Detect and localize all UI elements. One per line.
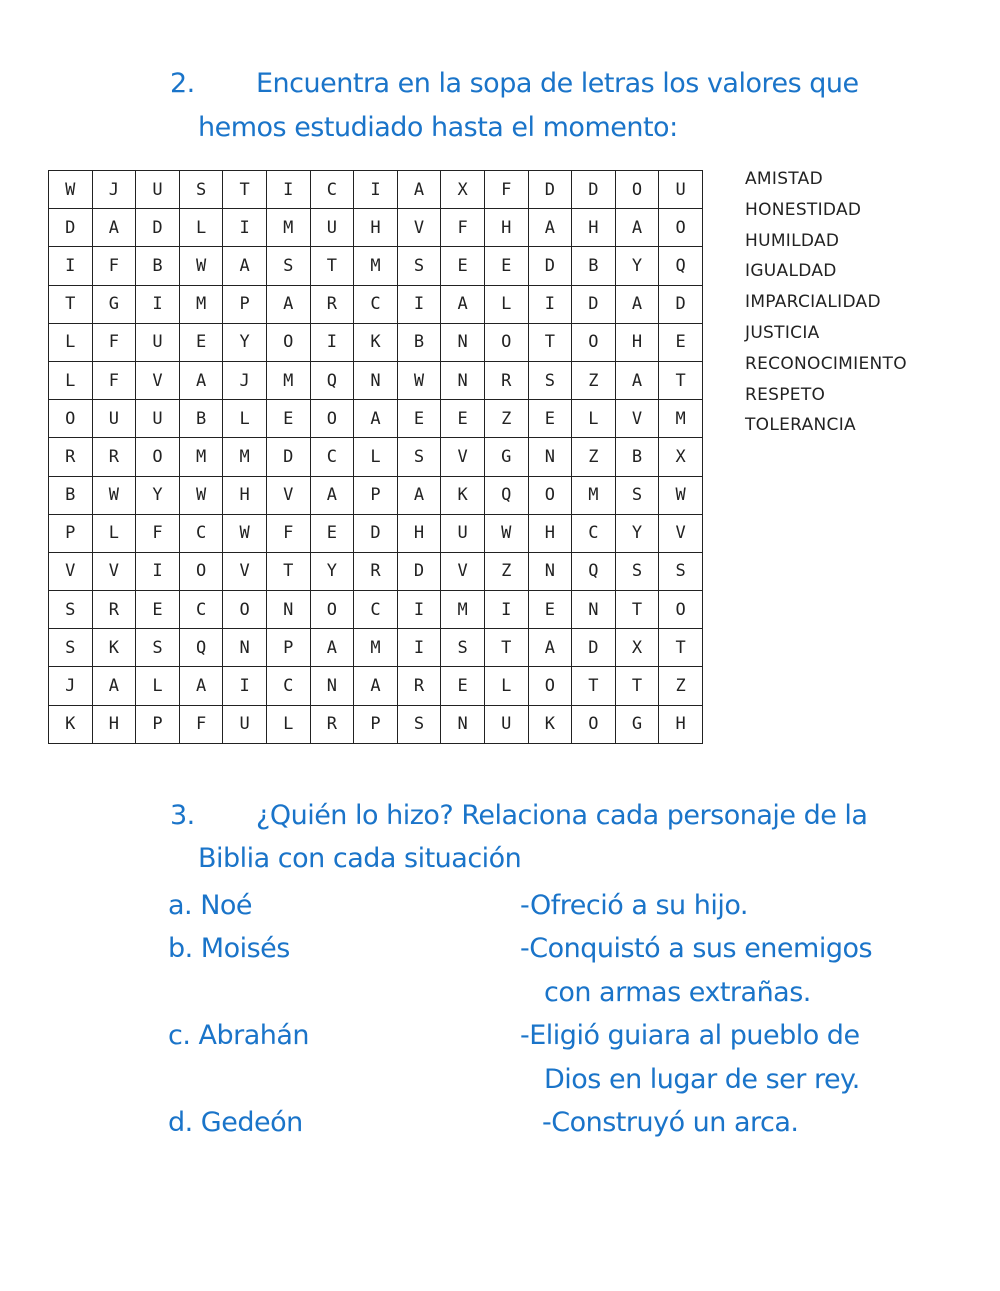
grid-cell[interactable]: X <box>441 171 485 209</box>
grid-cell[interactable]: S <box>49 591 93 629</box>
grid-cell[interactable]: B <box>615 438 659 476</box>
grid-cell[interactable]: Q <box>484 476 528 514</box>
grid-cell[interactable]: I <box>266 171 310 209</box>
grid-cell[interactable]: W <box>179 476 223 514</box>
grid-cell[interactable]: U <box>484 705 528 743</box>
grid-cell[interactable]: H <box>354 209 398 247</box>
grid-cell[interactable]: W <box>659 476 703 514</box>
grid-cell[interactable]: L <box>49 361 93 399</box>
grid-cell[interactable]: E <box>266 400 310 438</box>
word-list-item: IGUALDAD <box>745 261 837 282</box>
grid-cell[interactable]: P <box>354 705 398 743</box>
grid-cell[interactable]: D <box>528 171 572 209</box>
grid-cell[interactable]: I <box>49 247 93 285</box>
grid-cell[interactable]: T <box>528 323 572 361</box>
grid-cell[interactable]: A <box>397 476 441 514</box>
grid-cell[interactable]: I <box>136 552 180 590</box>
grid-cell[interactable]: O <box>572 323 616 361</box>
grid-cell[interactable]: T <box>659 629 703 667</box>
grid-cell[interactable]: I <box>397 591 441 629</box>
grid-cell[interactable]: V <box>49 552 93 590</box>
grid-cell[interactable]: N <box>528 438 572 476</box>
grid-cell[interactable]: O <box>223 591 267 629</box>
question-2-title <box>170 68 859 99</box>
grid-cell[interactable]: N <box>572 591 616 629</box>
grid-cell[interactable]: F <box>92 361 136 399</box>
situation-2-line2: con armas extrañas. <box>544 977 811 1008</box>
grid-row <box>49 361 703 399</box>
grid-cell[interactable]: S <box>397 247 441 285</box>
grid-cell[interactable]: V <box>397 209 441 247</box>
grid-row <box>49 323 703 361</box>
grid-cell[interactable]: W <box>223 514 267 552</box>
grid-cell[interactable]: D <box>354 514 398 552</box>
question-2-text-line1: Encuentra en la sopa de letras los valores que <box>256 68 859 99</box>
grid-cell[interactable]: Z <box>484 400 528 438</box>
grid-cell[interactable]: S <box>49 629 93 667</box>
grid-cell[interactable]: U <box>310 209 354 247</box>
grid-cell[interactable]: A <box>528 629 572 667</box>
grid-row <box>49 171 703 209</box>
grid-cell[interactable]: D <box>136 209 180 247</box>
grid-cell[interactable]: T <box>266 552 310 590</box>
grid-cell[interactable]: G <box>615 705 659 743</box>
grid-cell[interactable]: Y <box>223 323 267 361</box>
grid-cell[interactable]: M <box>659 400 703 438</box>
grid-cell[interactable]: E <box>528 400 572 438</box>
grid-cell[interactable]: W <box>179 247 223 285</box>
grid-cell[interactable]: E <box>136 591 180 629</box>
grid-cell[interactable]: U <box>659 171 703 209</box>
grid-cell[interactable]: H <box>397 514 441 552</box>
grid-cell[interactable]: W <box>484 514 528 552</box>
grid-cell[interactable]: X <box>615 629 659 667</box>
grid-cell[interactable]: W <box>92 476 136 514</box>
grid-cell[interactable]: E <box>659 323 703 361</box>
grid-cell[interactable]: V <box>136 361 180 399</box>
grid-cell[interactable]: P <box>223 285 267 323</box>
word-list <box>745 166 907 443</box>
grid-cell[interactable]: P <box>49 514 93 552</box>
grid-cell[interactable]: A <box>615 285 659 323</box>
grid-cell[interactable]: A <box>441 285 485 323</box>
grid-cell[interactable]: O <box>49 400 93 438</box>
grid-cell[interactable]: Z <box>484 552 528 590</box>
grid-cell[interactable]: S <box>615 476 659 514</box>
grid-cell[interactable]: M <box>179 438 223 476</box>
grid-cell[interactable]: Y <box>615 247 659 285</box>
grid-row <box>49 514 703 552</box>
grid-cell[interactable]: W <box>397 361 441 399</box>
grid-cell[interactable]: V <box>659 514 703 552</box>
question-2-number: 2. <box>170 68 195 99</box>
character-c: c. Abrahán <box>168 1020 310 1051</box>
grid-cell[interactable]: O <box>310 400 354 438</box>
grid-cell[interactable]: A <box>92 209 136 247</box>
grid-cell[interactable]: M <box>223 438 267 476</box>
grid-cell[interactable]: M <box>354 247 398 285</box>
grid-cell[interactable]: Z <box>572 361 616 399</box>
grid-cell[interactable]: M <box>441 591 485 629</box>
question-3-text-line1: ¿Quién lo hizo? Relaciona cada personaje de la <box>256 800 868 831</box>
grid-cell[interactable]: W <box>49 171 93 209</box>
grid-cell[interactable]: S <box>528 361 572 399</box>
grid-cell[interactable]: M <box>266 209 310 247</box>
grid-cell[interactable]: I <box>354 171 398 209</box>
grid-cell[interactable]: B <box>136 247 180 285</box>
question-2-text-line2: hemos estudiado hasta el momento: <box>198 112 678 143</box>
word-list-item: HONESTIDAD <box>745 199 862 220</box>
grid-cell[interactable]: V <box>223 552 267 590</box>
grid-cell[interactable]: D <box>572 629 616 667</box>
grid-cell[interactable]: N <box>310 667 354 705</box>
grid-cell[interactable]: E <box>484 247 528 285</box>
grid-cell[interactable]: T <box>484 629 528 667</box>
grid-row <box>49 476 703 514</box>
grid-cell[interactable]: L <box>572 400 616 438</box>
grid-cell[interactable]: F <box>484 171 528 209</box>
grid-cell[interactable]: B <box>179 400 223 438</box>
grid-cell[interactable]: C <box>354 591 398 629</box>
grid-cell[interactable]: O <box>484 323 528 361</box>
grid-cell[interactable]: G <box>484 438 528 476</box>
grid-cell[interactable]: Y <box>310 552 354 590</box>
grid-cell[interactable]: A <box>310 629 354 667</box>
grid-cell[interactable]: M <box>179 285 223 323</box>
grid-cell[interactable]: P <box>354 476 398 514</box>
grid-cell[interactable]: X <box>659 438 703 476</box>
grid-cell[interactable]: F <box>92 247 136 285</box>
word-list-item: IMPARCIALIDAD <box>745 292 881 313</box>
grid-row <box>49 438 703 476</box>
grid-cell[interactable]: O <box>310 591 354 629</box>
grid-cell[interactable]: F <box>179 705 223 743</box>
grid-cell[interactable]: V <box>266 476 310 514</box>
grid-cell[interactable]: N <box>223 629 267 667</box>
grid-cell[interactable]: N <box>354 361 398 399</box>
grid-cell[interactable]: S <box>441 629 485 667</box>
grid-cell[interactable]: C <box>310 438 354 476</box>
grid-cell[interactable]: V <box>92 552 136 590</box>
grid-cell[interactable]: S <box>615 552 659 590</box>
grid-cell[interactable]: R <box>310 285 354 323</box>
grid-cell[interactable]: I <box>310 323 354 361</box>
grid-cell[interactable]: S <box>397 438 441 476</box>
situation-1: -Ofreció a su hijo. <box>520 890 748 921</box>
character-b: b. Moisés <box>168 933 290 964</box>
grid-cell[interactable]: R <box>310 705 354 743</box>
grid-cell[interactable]: J <box>223 361 267 399</box>
character-d: d. Gedeón <box>168 1107 303 1138</box>
grid-row <box>49 629 703 667</box>
grid-cell[interactable]: L <box>92 514 136 552</box>
grid-cell[interactable]: N <box>441 361 485 399</box>
grid-cell[interactable]: I <box>528 285 572 323</box>
grid-cell[interactable]: H <box>528 514 572 552</box>
grid-cell[interactable]: Y <box>615 514 659 552</box>
grid-cell[interactable]: A <box>223 247 267 285</box>
grid-cell[interactable]: Q <box>572 552 616 590</box>
grid-cell[interactable]: T <box>615 591 659 629</box>
grid-cell[interactable]: Q <box>179 629 223 667</box>
grid-cell[interactable]: R <box>92 591 136 629</box>
word-list-item: RESPETO <box>745 384 826 405</box>
grid-cell[interactable]: C <box>179 514 223 552</box>
question-3-number: 3. <box>170 800 195 831</box>
grid-cell[interactable]: A <box>179 361 223 399</box>
word-search-grid <box>48 170 703 744</box>
grid-cell[interactable]: M <box>354 629 398 667</box>
grid-cell[interactable]: Z <box>659 667 703 705</box>
grid-cell[interactable]: U <box>223 705 267 743</box>
situation-3-line1: -Eligió guiara al pueblo de <box>520 1020 860 1051</box>
grid-cell[interactable]: L <box>49 323 93 361</box>
word-list-item: RECONOCIMIENTO <box>745 353 907 374</box>
grid-cell[interactable]: E <box>441 400 485 438</box>
grid-cell[interactable]: I <box>223 209 267 247</box>
grid-row <box>49 591 703 629</box>
grid-cell[interactable]: D <box>266 438 310 476</box>
grid-cell[interactable]: G <box>92 285 136 323</box>
grid-row <box>49 209 703 247</box>
grid-cell[interactable]: Q <box>659 247 703 285</box>
grid-cell[interactable]: L <box>266 705 310 743</box>
grid-cell[interactable]: U <box>92 400 136 438</box>
grid-cell[interactable]: O <box>659 591 703 629</box>
grid-cell[interactable]: N <box>528 552 572 590</box>
situation-2-line1: -Conquistó a sus enemigos <box>520 933 873 964</box>
grid-cell[interactable]: L <box>179 209 223 247</box>
word-list-item: AMISTAD <box>745 169 823 189</box>
grid-cell[interactable]: D <box>528 247 572 285</box>
grid-cell[interactable]: O <box>136 438 180 476</box>
grid-cell[interactable]: F <box>136 514 180 552</box>
grid-cell[interactable]: U <box>441 514 485 552</box>
grid-cell[interactable]: E <box>310 514 354 552</box>
grid-cell[interactable]: D <box>572 171 616 209</box>
grid-cell[interactable]: H <box>223 476 267 514</box>
situation-4: -Construyó un arca. <box>542 1107 799 1138</box>
grid-cell[interactable]: O <box>615 171 659 209</box>
grid-cell[interactable]: H <box>92 705 136 743</box>
grid-cell[interactable]: R <box>354 552 398 590</box>
grid-cell[interactable]: I <box>484 591 528 629</box>
grid-cell[interactable]: F <box>92 323 136 361</box>
grid-cell[interactable]: E <box>441 667 485 705</box>
grid-cell[interactable]: F <box>441 209 485 247</box>
grid-cell[interactable]: T <box>615 667 659 705</box>
grid-cell[interactable]: R <box>92 438 136 476</box>
grid-cell[interactable]: O <box>659 209 703 247</box>
word-list-item: JUSTICIA <box>745 322 820 343</box>
grid-cell[interactable]: E <box>397 400 441 438</box>
grid-cell[interactable]: N <box>441 705 485 743</box>
grid-cell[interactable]: O <box>572 705 616 743</box>
grid-cell[interactable]: B <box>49 476 93 514</box>
grid-cell[interactable]: Q <box>310 361 354 399</box>
grid-cell[interactable]: A <box>615 361 659 399</box>
grid-cell[interactable]: A <box>528 209 572 247</box>
grid-cell[interactable]: K <box>528 705 572 743</box>
situation-3-line2: Dios en lugar de ser rey. <box>544 1064 860 1095</box>
grid-cell[interactable]: S <box>179 171 223 209</box>
grid-cell[interactable]: R <box>484 361 528 399</box>
grid-cell[interactable]: N <box>266 591 310 629</box>
grid-cell[interactable]: A <box>397 171 441 209</box>
grid-cell[interactable]: U <box>136 400 180 438</box>
grid-row <box>49 705 703 743</box>
grid-cell[interactable]: D <box>49 209 93 247</box>
grid-cell[interactable]: C <box>354 285 398 323</box>
grid-cell[interactable]: O <box>528 667 572 705</box>
grid-cell[interactable]: L <box>484 285 528 323</box>
grid-cell[interactable]: K <box>354 323 398 361</box>
grid-cell[interactable]: E <box>179 323 223 361</box>
grid-cell[interactable]: Z <box>572 438 616 476</box>
grid-cell[interactable]: K <box>92 629 136 667</box>
grid-cell[interactable]: T <box>310 247 354 285</box>
grid-cell[interactable]: T <box>223 171 267 209</box>
grid-cell[interactable]: A <box>179 667 223 705</box>
grid-row <box>49 667 703 705</box>
grid-cell[interactable]: V <box>441 552 485 590</box>
grid-cell[interactable]: M <box>572 476 616 514</box>
grid-cell[interactable]: P <box>266 629 310 667</box>
grid-cell[interactable]: C <box>266 667 310 705</box>
grid-cell[interactable]: L <box>354 438 398 476</box>
grid-cell[interactable]: D <box>572 285 616 323</box>
grid-cell[interactable]: L <box>484 667 528 705</box>
grid-cell[interactable]: H <box>484 209 528 247</box>
grid-cell[interactable]: L <box>223 400 267 438</box>
grid-cell[interactable]: S <box>266 247 310 285</box>
grid-row <box>49 285 703 323</box>
grid-cell[interactable]: A <box>615 209 659 247</box>
grid-cell[interactable]: E <box>441 247 485 285</box>
question-3-text-line2: Biblia con cada situación <box>198 843 522 874</box>
grid-cell[interactable]: C <box>572 514 616 552</box>
grid-cell[interactable]: V <box>441 438 485 476</box>
character-a: a. Noé <box>168 890 253 921</box>
grid-cell[interactable]: B <box>397 323 441 361</box>
grid-cell[interactable]: K <box>49 705 93 743</box>
question-3-title <box>170 800 867 831</box>
grid-cell[interactable]: R <box>397 667 441 705</box>
grid-cell[interactable]: C <box>179 591 223 629</box>
grid-cell[interactable]: H <box>572 209 616 247</box>
grid-cell[interactable]: J <box>49 667 93 705</box>
grid-cell[interactable]: A <box>354 400 398 438</box>
grid-cell[interactable]: A <box>92 667 136 705</box>
grid-cell[interactable]: E <box>528 591 572 629</box>
grid-cell[interactable]: J <box>92 171 136 209</box>
grid-cell[interactable]: P <box>136 705 180 743</box>
grid-cell[interactable]: N <box>441 323 485 361</box>
grid-row <box>49 247 703 285</box>
grid-cell[interactable]: O <box>266 323 310 361</box>
grid-cell[interactable]: H <box>659 705 703 743</box>
grid-cell[interactable]: M <box>266 361 310 399</box>
grid-cell[interactable]: L <box>136 667 180 705</box>
grid-row <box>49 552 703 590</box>
grid-cell[interactable]: I <box>397 285 441 323</box>
grid-cell[interactable]: D <box>397 552 441 590</box>
grid-cell[interactable]: B <box>572 247 616 285</box>
grid-cell[interactable]: D <box>659 285 703 323</box>
grid-cell[interactable]: I <box>397 629 441 667</box>
grid-cell[interactable]: V <box>615 400 659 438</box>
grid-cell[interactable]: I <box>136 285 180 323</box>
grid-cell[interactable]: I <box>223 667 267 705</box>
grid-cell[interactable]: T <box>49 285 93 323</box>
grid-cell[interactable]: U <box>136 323 180 361</box>
grid-cell[interactable]: H <box>615 323 659 361</box>
grid-cell[interactable]: T <box>572 667 616 705</box>
grid-cell[interactable]: F <box>266 514 310 552</box>
grid-cell[interactable]: S <box>136 629 180 667</box>
grid-cell[interactable]: K <box>441 476 485 514</box>
grid-cell[interactable]: S <box>659 552 703 590</box>
grid-cell[interactable]: A <box>310 476 354 514</box>
word-list-item: HUMILDAD <box>745 230 840 251</box>
grid-cell[interactable]: O <box>528 476 572 514</box>
grid-cell[interactable]: A <box>266 285 310 323</box>
grid-cell[interactable]: A <box>354 667 398 705</box>
grid-cell[interactable]: C <box>310 171 354 209</box>
grid-cell[interactable]: Y <box>136 476 180 514</box>
grid-cell[interactable]: U <box>136 171 180 209</box>
grid-cell[interactable]: R <box>49 438 93 476</box>
grid-cell[interactable]: O <box>179 552 223 590</box>
grid-cell[interactable]: S <box>397 705 441 743</box>
word-list-item: TOLERANCIA <box>745 415 856 436</box>
grid-row <box>49 400 703 438</box>
grid-cell[interactable]: T <box>659 361 703 399</box>
